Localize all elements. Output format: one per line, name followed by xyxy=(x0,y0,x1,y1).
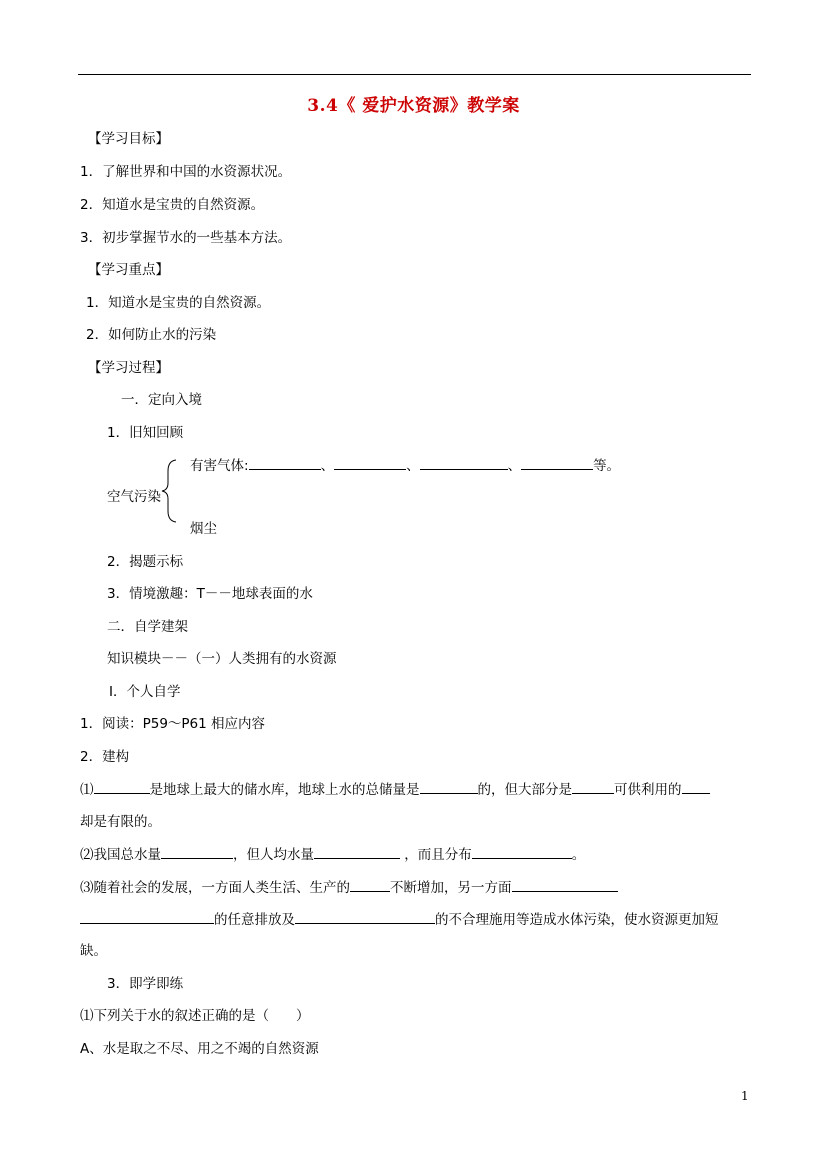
part2-heading: 二．自学建架 xyxy=(107,619,188,635)
q3-text-3: 的任意排放及 xyxy=(214,912,295,928)
goal-item-1: 1．了解世界和中国的水资源状况。 xyxy=(80,164,292,180)
harmful-gas-label: 有害气体: xyxy=(190,458,249,474)
q3-text-5: 缺。 xyxy=(80,943,107,959)
q1-text-1: 是地球上最大的储水库，地球上水的总储量是 xyxy=(149,782,420,798)
curly-brace-icon xyxy=(160,459,180,523)
q3-blank-2[interactable] xyxy=(512,878,618,892)
question-2-line xyxy=(80,845,585,864)
module-heading: 知识模块－－（一）人类拥有的水资源 xyxy=(107,651,337,667)
harmful-gas-line xyxy=(190,456,620,475)
q1-text-3: 可供利用的 xyxy=(614,782,682,798)
gas-end: 等。 xyxy=(593,458,621,474)
process-heading: 【学习过程】 xyxy=(88,360,169,376)
reveal-heading: 2．揭题示标 xyxy=(107,554,184,570)
q3-mark: ⑶ xyxy=(80,880,94,896)
q3-blank-4[interactable] xyxy=(295,910,435,924)
goal-item-2: 2．知道水是宝贵的自然资源。 xyxy=(80,197,265,213)
self-study-heading: Ⅰ．个人自学 xyxy=(109,684,181,700)
q3-text-2: 不断增加，另一方面 xyxy=(390,880,512,896)
air-pollution-label: 空气污染 xyxy=(107,489,161,505)
q3-blank-1[interactable] xyxy=(350,878,390,892)
page-number: 1 xyxy=(741,1089,749,1103)
gas-blank-2[interactable] xyxy=(334,456,406,470)
practice-option-a: A、水是取之不尽、用之不竭的自然资源 xyxy=(80,1041,319,1057)
question-1-line xyxy=(80,780,710,799)
q1-text-2: 的，但大部分是 xyxy=(477,782,572,798)
q2-text-1: 我国总水量 xyxy=(93,847,161,863)
focus-item-2: 2．如何防止水的污染 xyxy=(86,327,217,343)
part1-heading: 一．定向入境 xyxy=(121,392,202,408)
gas-sep-3: 、 xyxy=(507,458,522,474)
gas-sep-2: 、 xyxy=(406,458,420,474)
goals-heading: 【学习目标】 xyxy=(88,131,169,147)
q1-blank-4[interactable] xyxy=(682,780,710,794)
q2-text-4: 。 xyxy=(571,847,586,863)
q1-text-4: 却是有限的。 xyxy=(80,814,161,830)
practice-heading: 3．即学即练 xyxy=(107,976,184,992)
q2-text-2: ，但人均水量 xyxy=(233,847,314,863)
practice-question-1: ⑴下列关于水的叙述正确的是（ ） xyxy=(80,1008,310,1024)
gas-sep-1: 、 xyxy=(320,458,335,474)
q3-blank-3[interactable] xyxy=(80,910,214,924)
scene-heading: 3．情境激趣：T－－地球表面的水 xyxy=(107,586,313,602)
read-item: 1．阅读：P59～P61 相应内容 xyxy=(80,716,266,732)
focus-heading: 【学习重点】 xyxy=(88,262,169,278)
gas-blank-1[interactable] xyxy=(249,456,321,470)
q2-blank-2[interactable] xyxy=(314,845,400,859)
q3-text-4: 的不合理施用等造成水体污染，使水资源更加短 xyxy=(435,912,719,928)
construct-heading: 2．建构 xyxy=(80,749,130,765)
q1-blank-2[interactable] xyxy=(420,780,478,794)
review-heading: 1．旧知回顾 xyxy=(107,425,184,441)
page-title: 3.4《 爱护水资源》教学案 xyxy=(307,96,520,116)
goal-item-3: 3．初步掌握节水的一些基本方法。 xyxy=(80,230,292,246)
q1-mark: ⑴ xyxy=(80,782,94,798)
focus-item-1: 1．知道水是宝贵的自然资源。 xyxy=(86,295,271,311)
header-rule xyxy=(78,74,751,75)
q1-blank-1[interactable] xyxy=(94,780,150,794)
q3-text-1: 随着社会的发展，一方面人类生活、生产的 xyxy=(93,880,350,896)
q2-blank-3[interactable] xyxy=(472,845,572,859)
q2-blank-1[interactable] xyxy=(161,845,233,859)
q1-blank-3[interactable] xyxy=(572,780,614,794)
q2-mark: ⑵ xyxy=(80,847,94,863)
question-3-line xyxy=(80,878,618,897)
gas-blank-4[interactable] xyxy=(521,456,593,470)
q2-text-3: ，而且分布 xyxy=(400,847,472,863)
dust-label: 烟尘 xyxy=(190,521,217,537)
gas-blank-3[interactable] xyxy=(420,456,508,470)
question-3-line-2 xyxy=(80,910,719,929)
